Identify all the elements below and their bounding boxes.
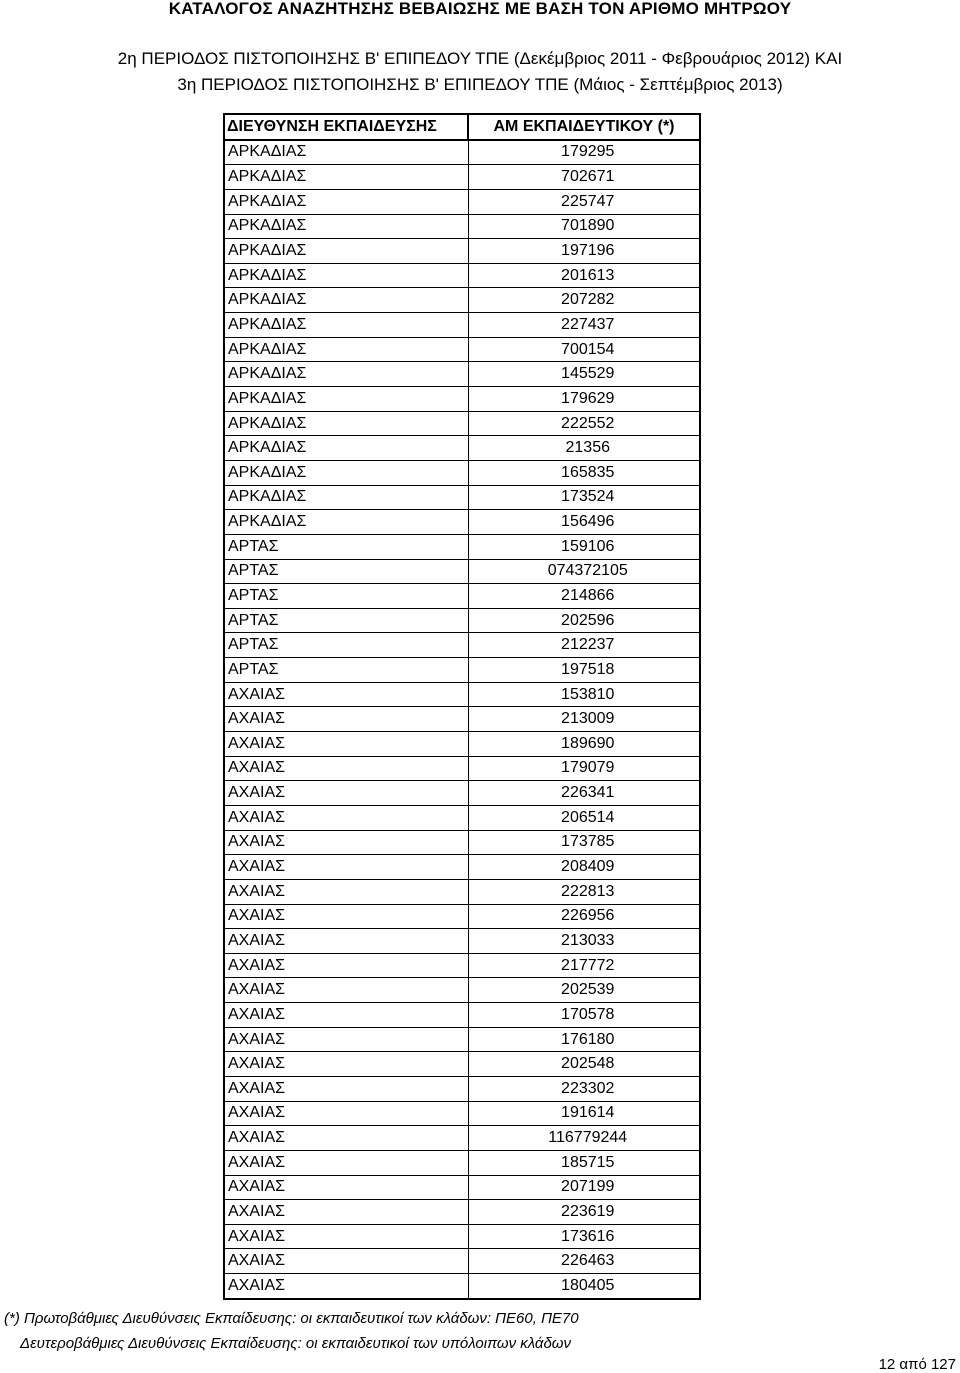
cell-directorate: ΑΡΚΑΔΙΑΣ	[224, 239, 468, 264]
cell-teacher-id: 185715	[468, 1150, 700, 1175]
cell-directorate: ΑΡΤΑΣ	[224, 633, 468, 658]
table-row	[224, 978, 700, 1003]
cell-directorate: ΑΡΚΑΔΙΑΣ	[224, 485, 468, 510]
cell-directorate: ΑΧΑΙΑΣ	[224, 1224, 468, 1249]
table-row	[224, 707, 700, 732]
table-row	[224, 165, 700, 190]
cell-teacher-id: 179629	[468, 387, 700, 412]
cell-directorate: ΑΡΤΑΣ	[224, 608, 468, 633]
cell-teacher-id: 227437	[468, 313, 700, 338]
table-row	[224, 288, 700, 313]
table-row	[224, 485, 700, 510]
cell-directorate: ΑΧΑΙΑΣ	[224, 830, 468, 855]
table-row	[224, 1175, 700, 1200]
table-row	[224, 781, 700, 806]
cell-teacher-id: 180405	[468, 1274, 700, 1299]
cell-teacher-id: 202539	[468, 978, 700, 1003]
cell-directorate: ΑΧΑΙΑΣ	[224, 1175, 468, 1200]
cell-teacher-id: 213033	[468, 929, 700, 954]
cell-directorate: ΑΧΑΙΑΣ	[224, 1126, 468, 1151]
certificate-registry-table	[223, 113, 701, 1300]
cell-teacher-id: 159106	[468, 534, 700, 559]
table-row	[224, 830, 700, 855]
cell-teacher-id: 179079	[468, 756, 700, 781]
cell-teacher-id: 201613	[468, 263, 700, 288]
cell-teacher-id: 226341	[468, 781, 700, 806]
cell-teacher-id: 21356	[468, 436, 700, 461]
cell-directorate: ΑΧΑΙΑΣ	[224, 855, 468, 880]
table-row	[224, 805, 700, 830]
cell-directorate: ΑΡΚΑΔΙΑΣ	[224, 140, 468, 165]
cell-directorate: ΑΧΑΙΑΣ	[224, 1200, 468, 1225]
table-row	[224, 534, 700, 559]
cell-teacher-id: 222552	[468, 411, 700, 436]
cell-directorate: ΑΡΚΑΔΙΑΣ	[224, 263, 468, 288]
cell-directorate: ΑΧΑΙΑΣ	[224, 707, 468, 732]
table-row	[224, 1003, 700, 1028]
cell-directorate: ΑΧΑΙΑΣ	[224, 1249, 468, 1274]
table-row	[224, 1274, 700, 1299]
cell-teacher-id: 223619	[468, 1200, 700, 1225]
table-row	[224, 559, 700, 584]
table-row	[224, 929, 700, 954]
cell-directorate: ΑΡΤΑΣ	[224, 559, 468, 584]
cell-directorate: ΑΧΑΙΑΣ	[224, 1076, 468, 1101]
table-row	[224, 411, 700, 436]
page-subtitle-line-2: 3η ΠΕΡΙΟΔΟΣ ΠΙΣΤΟΠΟΙΗΣΗΣ Β' ΕΠΙΠΕΔΟΥ ΤΠΕ (Μάιος - Σεπτέμβριος 2013)	[177, 75, 783, 94]
page-title: ΚΑΤΑΛΟΓΟΣ ΑΝΑΖΗΤΗΣΗΣ ΒΕΒΑΙΩΣΗΣ ΜΕ ΒΑΣΗ ΤΟΝ ΑΡΙΘΜΟ ΜΗΤΡΩΟΥ	[168, 0, 792, 18]
cell-directorate: ΑΧΑΙΑΣ	[224, 1101, 468, 1126]
table-row	[224, 460, 700, 485]
cell-teacher-id: 179295	[468, 140, 700, 165]
table-row	[224, 214, 700, 239]
cell-directorate: ΑΧΑΙΑΣ	[224, 1003, 468, 1028]
cell-directorate: ΑΡΚΑΔΙΑΣ	[224, 313, 468, 338]
table-row	[224, 1249, 700, 1274]
cell-directorate: ΑΡΚΑΔΙΑΣ	[224, 411, 468, 436]
cell-teacher-id: 197196	[468, 239, 700, 264]
cell-directorate: ΑΧΑΙΑΣ	[224, 732, 468, 757]
table-row	[224, 313, 700, 338]
cell-teacher-id: 170578	[468, 1003, 700, 1028]
cell-directorate: ΑΡΤΑΣ	[224, 534, 468, 559]
cell-teacher-id: 213009	[468, 707, 700, 732]
table-row	[224, 1076, 700, 1101]
table-row	[224, 1200, 700, 1225]
cell-teacher-id: 173524	[468, 485, 700, 510]
cell-directorate: ΑΡΤΑΣ	[224, 658, 468, 683]
cell-directorate: ΑΧΑΙΑΣ	[224, 879, 468, 904]
footnote-primary: (*) Πρωτοβάθμιες Διευθύνσεις Εκπαίδευσης: οι εκπαιδευτικοί των κλάδων: ΠΕ60, ΠΕ70	[4, 1310, 579, 1327]
cell-teacher-id: 197518	[468, 658, 700, 683]
table-row	[224, 904, 700, 929]
cell-teacher-id: 202596	[468, 608, 700, 633]
cell-directorate: ΑΧΑΙΑΣ	[224, 1274, 468, 1299]
cell-teacher-id: 700154	[468, 337, 700, 362]
table-row	[224, 1224, 700, 1249]
cell-teacher-id: 116779244	[468, 1126, 700, 1151]
table-row	[224, 658, 700, 683]
cell-directorate: ΑΧΑΙΑΣ	[224, 978, 468, 1003]
table-row	[224, 756, 700, 781]
cell-directorate: ΑΧΑΙΑΣ	[224, 1150, 468, 1175]
cell-teacher-id: 206514	[468, 805, 700, 830]
cell-teacher-id: 156496	[468, 510, 700, 535]
cell-teacher-id: 191614	[468, 1101, 700, 1126]
cell-teacher-id: 222813	[468, 879, 700, 904]
cell-teacher-id: 214866	[468, 584, 700, 609]
table-row	[224, 953, 700, 978]
page-number: 12 από 127	[878, 1356, 956, 1373]
cell-directorate: ΑΧΑΙΑΣ	[224, 682, 468, 707]
table-row	[224, 362, 700, 387]
cell-directorate: ΑΡΤΑΣ	[224, 584, 468, 609]
table-row	[224, 633, 700, 658]
cell-teacher-id: 226463	[468, 1249, 700, 1274]
cell-directorate: ΑΧΑΙΑΣ	[224, 953, 468, 978]
table-row	[224, 140, 700, 165]
table-row	[224, 189, 700, 214]
cell-directorate: ΑΡΚΑΔΙΑΣ	[224, 214, 468, 239]
cell-directorate: ΑΡΚΑΔΙΑΣ	[224, 165, 468, 190]
cell-teacher-id: 153810	[468, 682, 700, 707]
table-row	[224, 510, 700, 535]
cell-teacher-id: 212237	[468, 633, 700, 658]
footnote-secondary: Δευτεροβάθμιες Διευθύνσεις Εκπαίδευσης: οι εκπαιδευτικοί των υπόλοιπων κλάδων	[20, 1335, 571, 1352]
cell-directorate: ΑΧΑΙΑΣ	[224, 756, 468, 781]
cell-teacher-id: 226956	[468, 904, 700, 929]
cell-directorate: ΑΡΚΑΔΙΑΣ	[224, 460, 468, 485]
table-row	[224, 1150, 700, 1175]
cell-teacher-id: 202548	[468, 1052, 700, 1077]
table-row	[224, 608, 700, 633]
cell-teacher-id: 189690	[468, 732, 700, 757]
table-row	[224, 1027, 700, 1052]
table-row	[224, 682, 700, 707]
cell-teacher-id: 145529	[468, 362, 700, 387]
table-row	[224, 1052, 700, 1077]
column-header-directorate: ΔΙΕΥΘΥΝΣΗ ΕΚΠΑΙΔΕΥΣΗΣ	[224, 114, 468, 140]
cell-teacher-id: 225747	[468, 189, 700, 214]
cell-teacher-id: 074372105	[468, 559, 700, 584]
cell-directorate: ΑΧΑΙΑΣ	[224, 781, 468, 806]
table-row	[224, 263, 700, 288]
table-row	[224, 1101, 700, 1126]
table-row	[224, 239, 700, 264]
table-row	[224, 855, 700, 880]
cell-directorate: ΑΧΑΙΑΣ	[224, 904, 468, 929]
cell-teacher-id: 223302	[468, 1076, 700, 1101]
cell-teacher-id: 701890	[468, 214, 700, 239]
table-row	[224, 879, 700, 904]
cell-directorate: ΑΡΚΑΔΙΑΣ	[224, 362, 468, 387]
cell-directorate: ΑΧΑΙΑΣ	[224, 1052, 468, 1077]
cell-directorate: ΑΡΚΑΔΙΑΣ	[224, 510, 468, 535]
page-subtitle-line-1: 2η ΠΕΡΙΟΔΟΣ ΠΙΣΤΟΠΟΙΗΣΗΣ Β' ΕΠΙΠΕΔΟΥ ΤΠΕ (Δεκέμβριος 2011 - Φεβρουάριος 2012) ΚΑΙ	[117, 49, 843, 68]
cell-directorate: ΑΡΚΑΔΙΑΣ	[224, 337, 468, 362]
cell-directorate: ΑΡΚΑΔΙΑΣ	[224, 189, 468, 214]
cell-directorate: ΑΧΑΙΑΣ	[224, 1027, 468, 1052]
table-row	[224, 337, 700, 362]
cell-directorate: ΑΧΑΙΑΣ	[224, 805, 468, 830]
table-header-row	[224, 114, 700, 140]
cell-teacher-id: 217772	[468, 953, 700, 978]
cell-teacher-id: 207199	[468, 1175, 700, 1200]
cell-directorate: ΑΡΚΑΔΙΑΣ	[224, 436, 468, 461]
table-row	[224, 1126, 700, 1151]
cell-teacher-id: 702671	[468, 165, 700, 190]
table-body	[224, 140, 700, 1299]
cell-directorate: ΑΡΚΑΔΙΑΣ	[224, 288, 468, 313]
cell-teacher-id: 208409	[468, 855, 700, 880]
table-row	[224, 732, 700, 757]
cell-directorate: ΑΧΑΙΑΣ	[224, 929, 468, 954]
cell-teacher-id: 176180	[468, 1027, 700, 1052]
table-row	[224, 436, 700, 461]
column-header-teacher-id: ΑΜ ΕΚΠΑΙΔΕΥΤΙΚΟΥ (*)	[468, 114, 700, 140]
cell-teacher-id: 173785	[468, 830, 700, 855]
table-row	[224, 584, 700, 609]
cell-teacher-id: 173616	[468, 1224, 700, 1249]
table-row	[224, 387, 700, 412]
cell-teacher-id: 207282	[468, 288, 700, 313]
cell-directorate: ΑΡΚΑΔΙΑΣ	[224, 387, 468, 412]
cell-teacher-id: 165835	[468, 460, 700, 485]
